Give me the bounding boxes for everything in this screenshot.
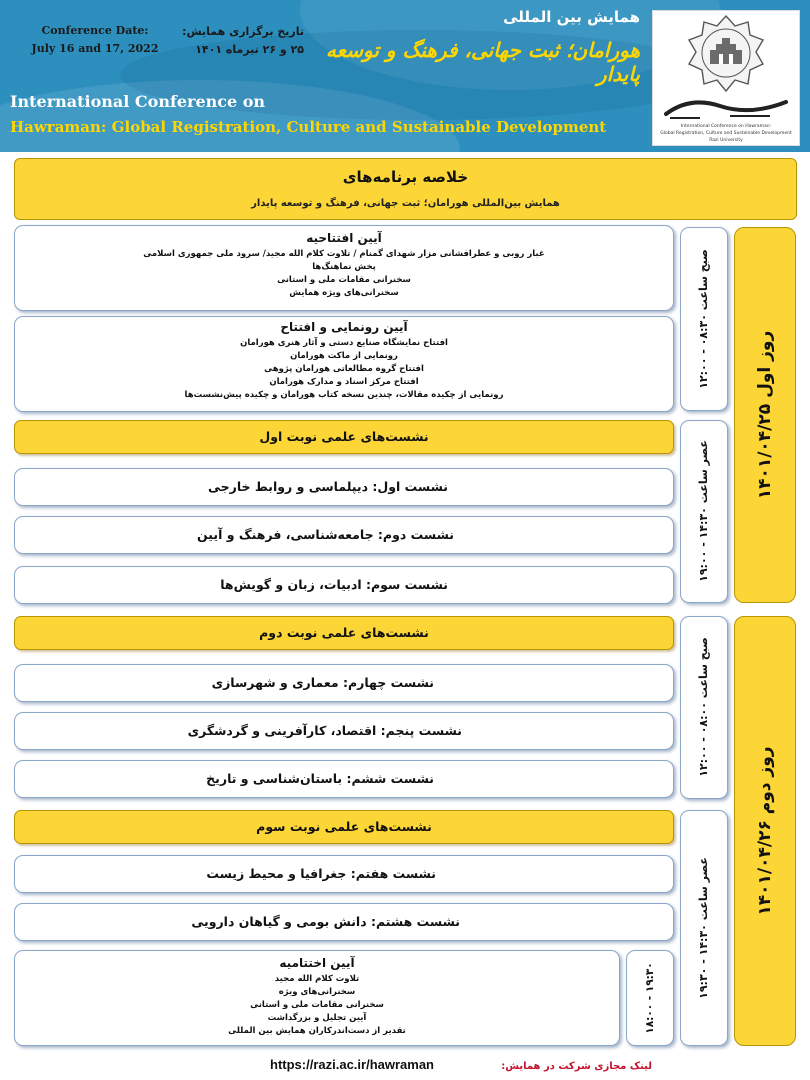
logo-caption-3: Razi University bbox=[709, 138, 743, 143]
opening-line: سخنرانی‌های ویژه همایش bbox=[289, 288, 399, 298]
header-title-en-line1: International Conference on bbox=[10, 92, 266, 111]
closing-line: تقدیر از دست‌اندرکاران همایش بین المللی bbox=[228, 1026, 406, 1036]
summary-title: خلاصه برنامه‌های bbox=[342, 168, 469, 186]
opening-line: پخش نماهنگ‌ها bbox=[312, 262, 376, 272]
closing-line: آیین تجلیل و بزرگداشت bbox=[267, 1013, 367, 1023]
day2-afternoon-time: عصر ساعت ۱۴:۳۰ - ۱۹:۳۰ bbox=[697, 857, 710, 999]
conference-date-label-fa: تاریخ برگزاری همایش: bbox=[182, 25, 304, 38]
round3-title: نشست‌های علمی نوبت سوم bbox=[256, 819, 432, 834]
conference-date-value: July 16 and 17, 2022 bbox=[31, 42, 159, 55]
session-4-label: نشست چهارم: معماری و شهرسازی bbox=[211, 675, 434, 690]
logo-caption-2: Global Registration, Culture and Sustainable Development bbox=[660, 131, 792, 136]
conference-date-label: Conference Date: bbox=[41, 24, 149, 37]
day1-morning-time: صبح ساعت ۰۸:۳۰ - ۱۲:۰۰ bbox=[697, 249, 710, 389]
conference-link[interactable]: https://razi.ac.ir/hawraman bbox=[270, 1057, 434, 1072]
header-subtitle-fa: همایش بین المللی bbox=[503, 8, 640, 26]
session-1-label: نشست اول: دیپلماسی و روابط خارجی bbox=[207, 479, 448, 494]
session-5-label: نشست پنجم: اقتصاد، کارآفرینی و گردشگری bbox=[187, 723, 462, 738]
unveiling-line: افتتاح گروه مطالعاتی هورامان پژوهی bbox=[264, 364, 424, 374]
day2-morning-time: صبح ساعت ۰۸:۰۰ - ۱۲:۰۰ bbox=[697, 637, 710, 777]
opening-ceremony-title: آیین افتتاحیه bbox=[306, 231, 382, 245]
closing-line: سخنرانی مقامات ملی و استانی bbox=[250, 1000, 384, 1010]
unveiling-line: افتتاح نمایشگاه صنایع دستی و آثار هنری هورامان bbox=[240, 338, 448, 348]
opening-line: سخنرانی مقامات ملی و استانی bbox=[277, 275, 411, 285]
unveiling-ceremony-title: آیین رونمایی و افتتاح bbox=[280, 320, 408, 334]
summary-subtitle: همایش بین‌المللی هورامان؛ ثبت جهانی، فرهنگ و توسعه پایدار bbox=[251, 198, 560, 209]
session-3-label: نشست سوم: ادبیات، زبان و گویش‌ها bbox=[220, 577, 448, 592]
unveiling-line: رونمایی از ماکت هورامان bbox=[290, 351, 398, 361]
header-title-fa: هورامان؛ ثبت جهانی، فرهنگ و توسعه پایدار bbox=[325, 38, 640, 86]
session-2-label: نشست دوم: جامعه‌شناسی، فرهنگ و آیین bbox=[197, 527, 454, 542]
closing-line: تلاوت کلام الله مجید bbox=[274, 974, 360, 984]
closing-time: ۱۹:۳۰ - ۱۸:۰۰ bbox=[644, 962, 656, 1034]
university-logo-icon bbox=[686, 14, 766, 94]
header-title-en-line2: Hawraman: Global Registration, Culture and Sustainable Development bbox=[10, 118, 607, 136]
unveiling-line: افتتاح مرکز اسناد و مدارک هورامان bbox=[269, 377, 419, 387]
footer-link-label: لینک مجازی شرکت در همایش: bbox=[501, 1061, 652, 1072]
day1-label: روز اول ۱۴۰۱/۰۴/۲۵ bbox=[755, 330, 775, 500]
round1-title: نشست‌های علمی نوبت اول bbox=[259, 429, 429, 444]
closing-line: سخنرانی‌های ویژه bbox=[278, 987, 356, 997]
day1-afternoon-time: عصر ساعت ۱۴:۳۰ - ۱۹:۰۰ bbox=[697, 440, 710, 582]
round2-title: نشست‌های علمی نوبت دوم bbox=[259, 625, 429, 640]
closing-ceremony-title: آیین اختتامیه bbox=[279, 956, 355, 970]
logo-wordmark-icon bbox=[660, 92, 792, 122]
conference-date-value-fa: ۲۵ و ۲۶ تیرماه ۱۴۰۱ bbox=[195, 43, 304, 56]
session-6-label: نشست ششم: باستان‌شناسی و تاریخ bbox=[206, 771, 434, 786]
unveiling-line: رونمایی از چکیده مقالات، چندین نسخه کتاب هورامان و چکیده پیش‌نشست‌ها bbox=[184, 390, 504, 400]
opening-line: غبار روبی و عطرافشانی مزار شهدای گمنام / تلاوت کلام الله مجید/ سرود ملی جمهوری اسلامی bbox=[143, 249, 545, 259]
logo-caption-1: International Conference on Hawraman: bbox=[680, 124, 772, 129]
session-8-label: نشست هشتم: دانش بومی و گیاهان دارویی bbox=[191, 914, 460, 929]
session-7-label: نشست هفتم: جغرافیا و محیط زیست bbox=[206, 866, 436, 881]
day2-label: روز دوم ۱۴۰۱/۰۴/۲۶ bbox=[755, 746, 775, 916]
